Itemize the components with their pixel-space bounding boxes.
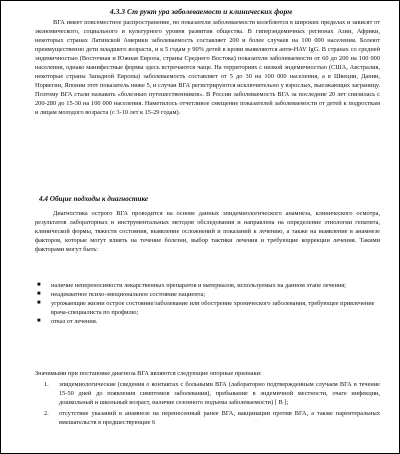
signs-list [35, 380, 380, 429]
list-item: 1. эпидемиологические (сведения о контактах с больными ВГА (лабораторно подтвержденным случаем ВГА в течение 15-50 дней до появления симптомов заболевания), пребывание в эндемичной местности, очаге инфекции, дошкольный и школьный возраст, наличие сезонного подъема заболеваемости) [ В ]; [44, 381, 380, 406]
list-item: ■ наличие непереносимости лекарственных препаратов и материалов, используемых на данном этапе лечения; [37, 282, 346, 289]
signs-intro: Значимыми при постановке диагноза ВГА являются следующие опорные признаки: [35, 370, 262, 377]
epidemiology-section [35, 18, 380, 117]
bullet-icon: ■ [37, 318, 41, 324]
diagnostics-section [35, 209, 380, 254]
section-heading: 4.3.3 Ст рукт ура заболеваемост и клинических форм [109, 7, 293, 16]
list-item: ■ отказ от лечения. [37, 318, 98, 325]
bullet-icon: ■ [37, 291, 41, 297]
diagnostics-heading: 4.4 Общие подходы к диагностике [39, 195, 149, 203]
factors-list [35, 281, 380, 326]
bullet-icon: ■ [37, 300, 41, 306]
item-number: 2. [44, 410, 49, 417]
diagnostics-paragraph: Диагностика острого ВГА проводится на основе данных эпидемиологического анамнеза, клинического осмотра, результатов лабораторных и инструментальных методов обследования и направлена на определение этиологии гепатита, клинической формы, тяжести состояния, выявление осложнений и показаний к лечению, а также на выявление в анамнезе факторов, которые могут влиять на течение болезни, выбор тактики лечения и требующие коррекции лечения. Такими факторами могут быть: [35, 210, 380, 253]
list-item: ■ угрожающие жизни острое состояние/заболевание или обострение хронического заболевания, требующее привлечение врача-специалиста по профилю; [37, 300, 375, 316]
epidemiology-paragraph: ВГА имеет повсеместное распространение, но показатели заболеваемости колеблются в широких пределах и зависят от экономического, социального и культурного уровня развития общества. В гиперэндемичных регионах Азии, Африки, некоторых странах Латинской Америки заболеваемость составляет 200 и более случаев на 100 000 населения. Болеют преимущественно дети младшего возраста, и к 5 годам у 90% детей в крови выявляются анти-HAV IgG. В странах со средней эндемичностью (Восточная и Южная Европа, страны Среднего Востока) показатели заболеваемости от 60 до 200 на 100 000 населения, однако манифестные формы здесь встречаются чаще. На территориях с низкой эндемичностью (США, Австралия, некоторые страны Западной Европы) заболеваемость составляет от 5 до 30 на 100 000 населения, а в Швеции, Дании, Норвегии, Японии этот показатель ниже 5, и случаи ВГА регистрируются исключительно у взрослых, выезжающих заграницу. Поэтому ВГА стали называть «болезнью путешественников». В России заболеваемость ВГА за последние 20 лет снизилась с 200-280 до 15-30 на 100 000 населения. Наметилось отчетливое смещение показателей заболеваемости от детей к подросткам и лицам молодого возраста (с 3-10 лет к 15-29 годам). [35, 19, 380, 116]
list-item: 2. отсутствие указаний в анамнезе на перенесенный ранее ВГА, вакцинации против ВГА, а также парентеральных вмешательств в предшествующие 6 [44, 410, 380, 426]
bullet-icon: ■ [37, 282, 41, 288]
list-item: ■ неадекватное психо-эмоциональное состояние пациента; [37, 291, 206, 298]
item-number: 1. [44, 381, 49, 388]
